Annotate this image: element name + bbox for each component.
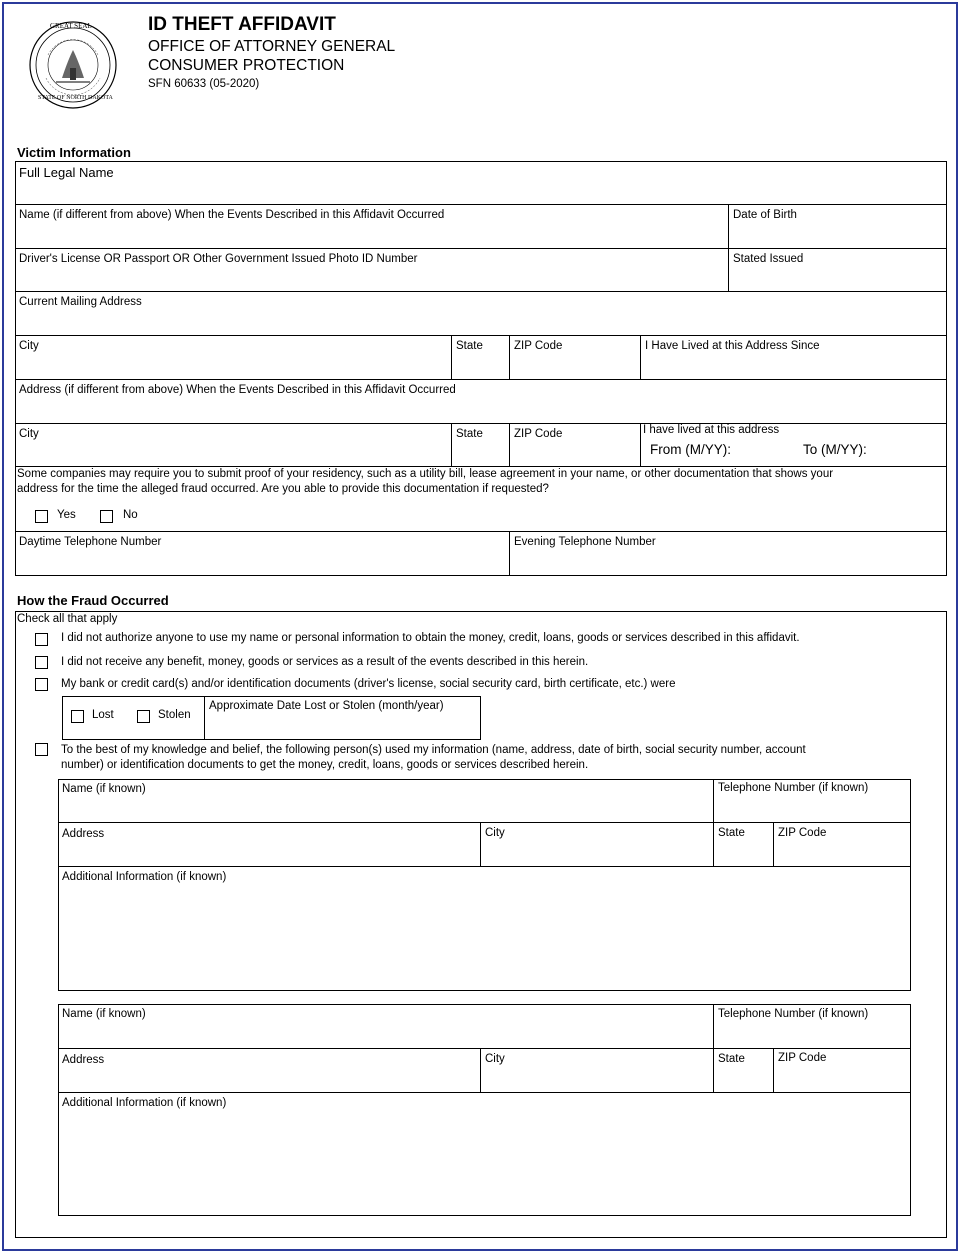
item2-checkbox[interactable] [35,656,48,669]
full-legal-name-label: Full Legal Name [19,165,114,180]
residency-question [15,467,947,532]
no-checkbox[interactable] [100,510,113,523]
mailing-address-label: Current Mailing Address [19,296,142,308]
person1-city-field[interactable] [481,823,714,867]
person2-phone-label: Telephone Number (if known) [718,1008,869,1020]
person2-address-label: Address [62,1054,105,1066]
stolen-label: Stolen [158,709,191,721]
item1-text: I did not authorize anyone to use my name or personal information to obtain the money, credit, loans, goods or services described in this affidavit. [61,632,800,644]
item3-checkbox[interactable] [35,678,48,691]
fraud-section-title: How the Fraud Occurred [17,593,169,608]
person2-state-label: State [718,1053,745,1065]
residency-note-line1: Some companies may require you to submit proof of your residency, such as a utility bill, lease agreement in your name, or other documentation that shows your [17,468,834,480]
person1-state-field[interactable] [714,823,774,867]
to-label: To (M/YY): [803,442,867,457]
person1-address-field[interactable] [58,823,481,867]
item4-text-line1: To the best of my knowledge and belief, the following person(s) used my information (name, address, date of birth, social security number, account [61,744,806,756]
lost-stolen-divider [204,696,205,740]
lost-checkbox[interactable] [71,710,84,723]
form-number: SFN 60633 (05-2020) [148,78,260,90]
seal-bottom-text: STATE OF NORTH DAKOTA [38,95,113,101]
check-all-label: Check all that apply [17,613,118,625]
person2-phone-field[interactable] [714,1004,911,1049]
person2-additional-label: Additional Information (if known) [62,1097,227,1109]
person2-name-label: Name (if known) [62,1008,146,1020]
item4-checkbox[interactable] [35,743,48,756]
state-issued-field[interactable] [729,249,947,292]
date-of-birth-label: Date of Birth [733,209,797,221]
city-label: City [19,340,39,352]
person2-city-field[interactable] [481,1049,714,1093]
person1-state-label: State [718,827,745,839]
person1-additional-field[interactable] [58,867,911,991]
zip2-field[interactable] [510,424,641,467]
residency-note-line2: address for the time the alleged fraud occurred. Are you able to provide this documentation if requested? [17,483,549,495]
id-number-label: Driver's License OR Passport OR Other Government Issued Photo ID Number [19,253,418,265]
date-of-birth-field[interactable] [729,205,947,249]
no-label: No [123,509,138,521]
address-if-different-field[interactable] [15,380,947,424]
office-name: OFFICE OF ATTORNEY GENERAL [148,38,396,55]
lived-since-field[interactable] [641,336,947,380]
person2-city-label: City [485,1053,505,1065]
full-legal-name-field[interactable] [15,161,947,205]
id-number-field[interactable] [15,249,729,292]
address-if-different-label: Address (if different from above) When the Events Described in this Affidavit Occurred [19,384,456,396]
person2-address-field[interactable] [58,1049,481,1093]
yes-checkbox[interactable] [35,510,48,523]
state-issued-label: Stated Issued [733,253,804,265]
city2-field[interactable] [15,424,452,467]
person2-zip-label: ZIP Code [778,1052,827,1064]
name-if-different-field[interactable] [15,205,729,249]
person2-state-field[interactable] [714,1049,774,1093]
person1-address-label: Address [62,828,105,840]
victim-section-title: Victim Information [17,145,131,160]
approx-date-label: Approximate Date Lost or Stolen (month/year) [209,700,444,712]
lost-label: Lost [92,709,114,721]
person1-zip-label: ZIP Code [778,827,827,839]
person1-phone-label: Telephone Number (if known) [718,782,869,794]
city-field[interactable] [15,336,452,380]
person2-zip-field[interactable] [774,1049,911,1093]
division-name: CONSUMER PROTECTION [148,57,345,74]
evening-phone-label: Evening Telephone Number [514,536,656,548]
state2-label: State [456,428,483,440]
city2-label: City [19,428,39,440]
seal-top-text: GREAT SEAL [50,22,92,30]
from-label: From (M/YY): [650,442,731,457]
person1-phone-field[interactable] [714,779,911,823]
state-label: State [456,340,483,352]
name-if-different-label: Name (if different from above) When the Events Described in this Affidavit Occurred [19,209,445,221]
evening-phone-field[interactable] [510,532,947,576]
form-title: ID THEFT AFFIDAVIT [148,14,336,35]
item3-text: My bank or credit card(s) and/or identification documents (driver's license, social security card, birth certificate, etc.) were [61,678,676,690]
state2-field[interactable] [452,424,510,467]
mailing-address-field[interactable] [15,292,947,336]
lived-since-label: I Have Lived at this Address Since [645,340,820,352]
person1-additional-label: Additional Information (if known) [62,871,227,883]
person2-additional-field[interactable] [58,1093,911,1216]
item4-text-line2: number) or identification documents to get the money, credit, loans, goods or services described herein. [61,759,589,771]
zip2-label: ZIP Code [514,428,563,440]
state-field[interactable] [452,336,510,380]
zip-field[interactable] [510,336,641,380]
item1-checkbox[interactable] [35,633,48,646]
zip-label: ZIP Code [514,340,563,352]
person1-name-label: Name (if known) [62,783,146,795]
person1-city-label: City [485,827,505,839]
item2-text: I did not receive any benefit, money, goods or services as a result of the events described in this herein. [61,656,589,668]
person1-name-field[interactable] [58,779,714,823]
daytime-phone-field[interactable] [15,532,510,576]
lived-dates-field[interactable] [641,424,947,467]
lived-at-address-label: I have lived at this address [643,424,780,436]
person2-name-field[interactable] [58,1004,714,1049]
yes-label: Yes [57,509,76,521]
daytime-phone-label: Daytime Telephone Number [19,536,162,548]
person1-zip-field[interactable] [774,823,911,867]
stolen-checkbox[interactable] [137,710,150,723]
